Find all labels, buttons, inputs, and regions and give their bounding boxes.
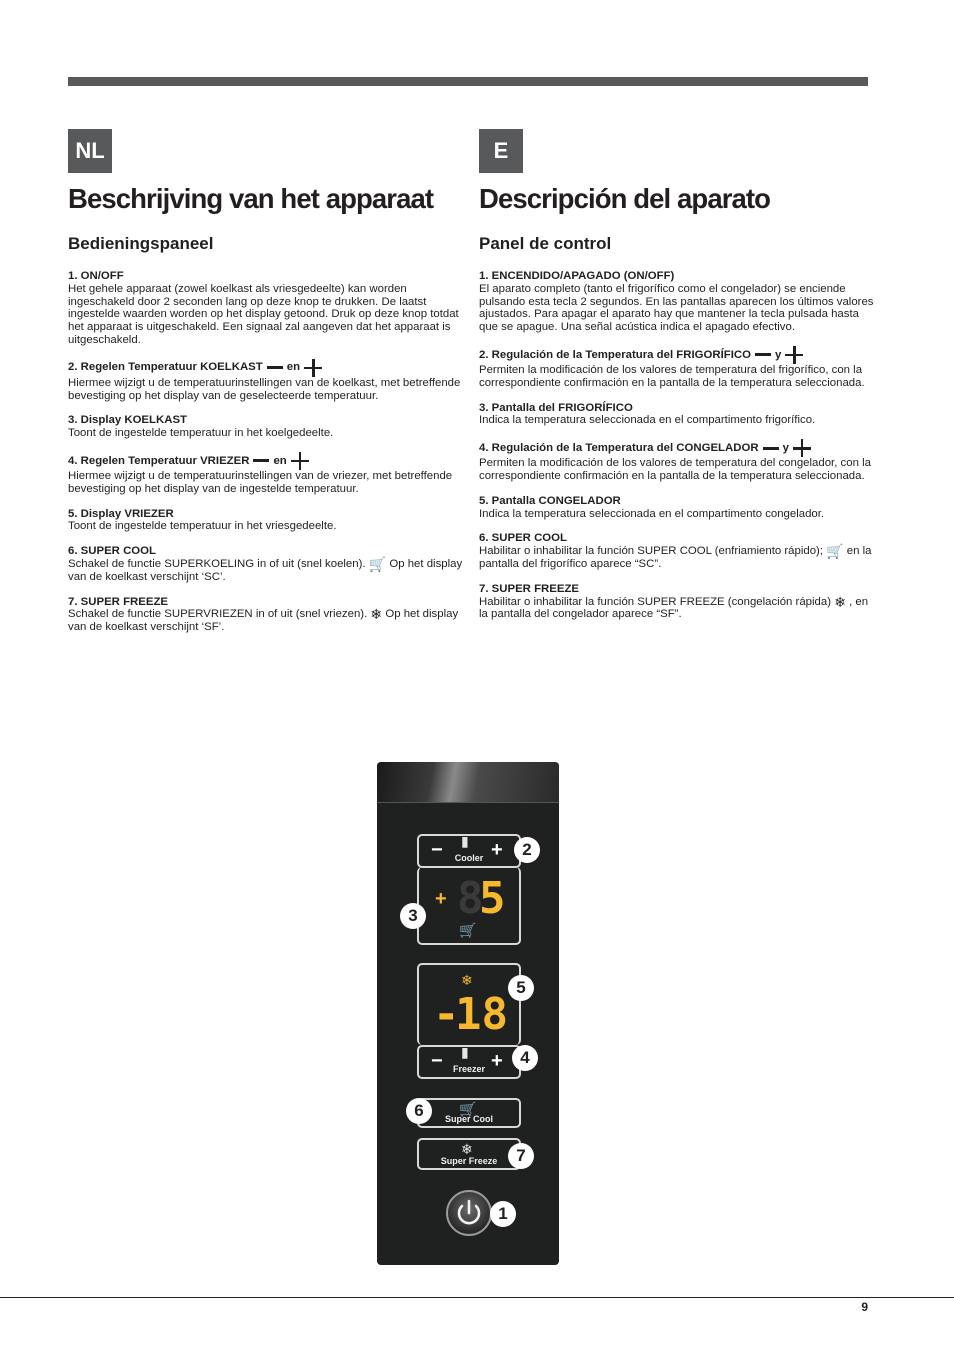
item-title: 7. SUPER FREEZE <box>68 595 169 608</box>
super-freeze-button <box>417 1138 521 1170</box>
freezer-minus: - <box>433 989 460 1040</box>
callout-3: 3 <box>400 903 426 929</box>
item-title: 5. Display VRIEZER <box>68 507 174 520</box>
section-title-nl: Bedieningspaneel <box>68 234 214 253</box>
item-title: 3. Display KOELKAST <box>68 414 187 427</box>
cooler-digit-dim: 8 <box>457 873 484 924</box>
item-title: 6. SUPER COOL <box>68 545 156 558</box>
cooler-temperature: 5 <box>479 873 506 924</box>
item-title: 2. Regelen Temperatuur KOELKAST <box>68 361 263 374</box>
item-title-row <box>479 439 874 457</box>
cooler-label: Cooler <box>454 853 484 863</box>
column-es <box>479 183 874 633</box>
item-title: 4. Regelen Temperatuur VRIEZER <box>68 454 250 467</box>
item-body: Schakel de functie SUPERKOELING in of uit (snel koelen). <box>68 557 366 570</box>
list-item <box>68 452 463 496</box>
callout-2: 2 <box>514 837 540 863</box>
cooler-display <box>417 867 521 945</box>
list-item <box>479 532 874 570</box>
power-button <box>446 1190 492 1236</box>
plus-icon <box>291 452 309 470</box>
minus-icon <box>763 447 779 450</box>
plus-icon: + <box>491 839 503 861</box>
list-item <box>68 270 463 347</box>
power-icon <box>448 1192 490 1234</box>
plus-icon: + <box>491 1050 503 1072</box>
item-body: Hiermee wijzigt u de temperatuurinstellingen van de vriezer, met betreffende bevestiging op het display van de ingestelde temperatuur. <box>68 469 453 495</box>
item-body: Hiermee wijzigt u de temperatuurinstellingen van de koelkast, met betreffende bevestiging op het display van de geselecteerde temperatuur. <box>68 376 461 402</box>
item-title: 1. ENCENDIDO/APAGADO (ON/OFF) <box>479 270 675 282</box>
callout-4: 4 <box>512 1045 538 1071</box>
cart-icon: 🛒 <box>459 1101 477 1117</box>
super-cool-button <box>417 1098 521 1128</box>
panel-header <box>377 762 559 803</box>
item-title: 7. SUPER FREEZE <box>479 582 580 595</box>
list-item <box>479 583 874 621</box>
item-body-row <box>68 608 463 634</box>
item-body: en la pantalla del frigorífico aparece “SC”. <box>479 545 872 570</box>
minus-icon <box>267 366 283 369</box>
list-item <box>479 346 874 390</box>
cart-icon: 🛒 <box>826 543 844 560</box>
list-item <box>479 439 874 483</box>
item-body: Schakel de functie SUPERVRIEZEN in of uit (snel vriezen). <box>68 608 368 621</box>
item-body: Op het display van de koelkast verschijnt ‘SF’. <box>68 608 459 634</box>
list-item <box>479 402 874 428</box>
item-title-row <box>68 452 463 470</box>
item-body-row <box>68 555 463 584</box>
callout-1: 1 <box>490 1201 516 1227</box>
item-title: 1. ON/OFF <box>68 270 124 282</box>
plus-icon <box>785 346 803 364</box>
list-item <box>68 596 463 634</box>
item-body: Habilitar o inhabilitar la función SUPER FREEZE (congelación rápida) <box>479 595 832 608</box>
list-item <box>68 359 463 403</box>
list-item <box>68 508 463 534</box>
item-title: 4. Regulación de la Temperatura del CONGELADOR <box>479 441 759 454</box>
page-title-es: Descripción del aparato <box>479 183 771 214</box>
item-body: Indica la temperatura seleccionada en el compartimento congelador. <box>479 507 825 520</box>
cooler-control <box>417 834 521 868</box>
cart-icon: 🛒 <box>368 555 387 572</box>
item-body: Op het display van de koelkast verschijnt ‘SC’. <box>68 557 463 583</box>
item-body: Het gehele apparaat (zowel koelkast als vriesgedeelte) kan worden ingeschakeld door 2 seconden lang op deze knop te drukken. De laatst ingestelde waarden worden op het display getoond. Druk op deze knop totdat het apparaat is uitgeschakeld. Een signaal zal aangeven dat het apparaat is uitgeschakeld. <box>68 282 459 346</box>
super-freeze-label: Super Freeze <box>440 1156 498 1166</box>
item-conj: en <box>286 361 301 374</box>
footer-rule <box>0 1297 954 1298</box>
item-title: 3. Pantalla del FRIGORÍFICO <box>479 401 633 414</box>
page-number: 9 <box>861 1300 868 1314</box>
item-body: Permiten la modificación de los valores de temperatura del frigorífico, con la correspondiente confirmación en la pantalla de la temperatura seleccionada. <box>479 363 865 389</box>
item-conj: en <box>273 454 287 467</box>
callout-7: 7 <box>508 1143 534 1169</box>
freezer-label: Freezer <box>452 1064 486 1074</box>
freezer-control <box>417 1045 521 1079</box>
list-item <box>479 495 874 521</box>
super-cool-label: Super Cool <box>444 1114 493 1124</box>
snowflake-icon: ❄ <box>461 1141 473 1157</box>
page-title-nl: Beschrijving van het apparaat <box>68 183 434 214</box>
snowflake-icon: ❄ <box>461 972 473 988</box>
bottle-icon: ▮ <box>461 1044 469 1060</box>
item-body: Toont de ingestelde temperatuur in het koelgedeelte. <box>68 427 334 440</box>
header-rule <box>68 77 868 86</box>
callout-6: 6 <box>406 1098 432 1124</box>
item-title: 5. Pantalla CONGELADOR <box>479 494 621 507</box>
freezer-display <box>417 963 521 1045</box>
callout-5: 5 <box>508 975 534 1001</box>
item-body: Indica la temperatura seleccionada en el compartimento frigorífico. <box>479 414 816 427</box>
language-badge-nl: NL <box>68 129 112 173</box>
item-body: Permiten la modificación de los valores de temperatura del congelador, con la correspondiente confirmación en la pantalla de la temperatura seleccionada. <box>479 457 871 482</box>
item-body-row <box>479 593 874 622</box>
item-title-row <box>68 359 463 377</box>
language-badge-es: E <box>479 129 523 173</box>
section-title-es: Panel de control <box>479 234 612 253</box>
control-panel-illustration <box>377 762 559 1265</box>
list-item <box>68 545 463 583</box>
item-conj: y <box>774 348 782 361</box>
item-conj: y <box>782 441 789 454</box>
freezer-temperature: 18 <box>455 989 508 1040</box>
minus-icon: − <box>431 1050 443 1072</box>
item-body: , en la pantalla del congelador aparece “SF”. <box>479 595 869 621</box>
item-body-row <box>479 545 874 571</box>
bottle-icon: ▮ <box>461 833 469 849</box>
item-body: Habilitar o inhabilitar la función SUPER COOL (enfriamiento rápido); <box>479 545 823 558</box>
list-item <box>68 414 463 440</box>
cooler-sign: + <box>435 888 447 910</box>
plus-icon <box>304 359 322 377</box>
minus-icon <box>253 459 269 462</box>
snowflake-icon: ❄ <box>834 593 846 610</box>
plus-icon <box>793 439 811 457</box>
cart-icon: 🛒 <box>459 922 477 938</box>
item-title-row <box>479 346 874 364</box>
minus-icon: − <box>431 839 443 861</box>
list-item <box>479 270 874 334</box>
item-body: El aparato completo (tanto el frigorífico como el congelador) se enciende pulsando esta tecla 2 segundos. En las pantallas aparecen los últimos valores ajustados. Para apagar el aparato hay que mantener la tecla pulsada hasta que se apague. Una señal acústica indica el apagado efectivo. <box>479 282 874 334</box>
column-nl <box>68 183 463 646</box>
snowflake-icon: ❄ <box>370 606 383 623</box>
item-title: 6. SUPER COOL <box>479 532 567 545</box>
item-body: Toont de ingestelde temperatuur in het vriesgedeelte. <box>68 520 337 533</box>
item-title: 2. Regulación de la Temperatura del FRIGORÍFICO <box>479 348 751 361</box>
minus-icon <box>755 353 771 356</box>
